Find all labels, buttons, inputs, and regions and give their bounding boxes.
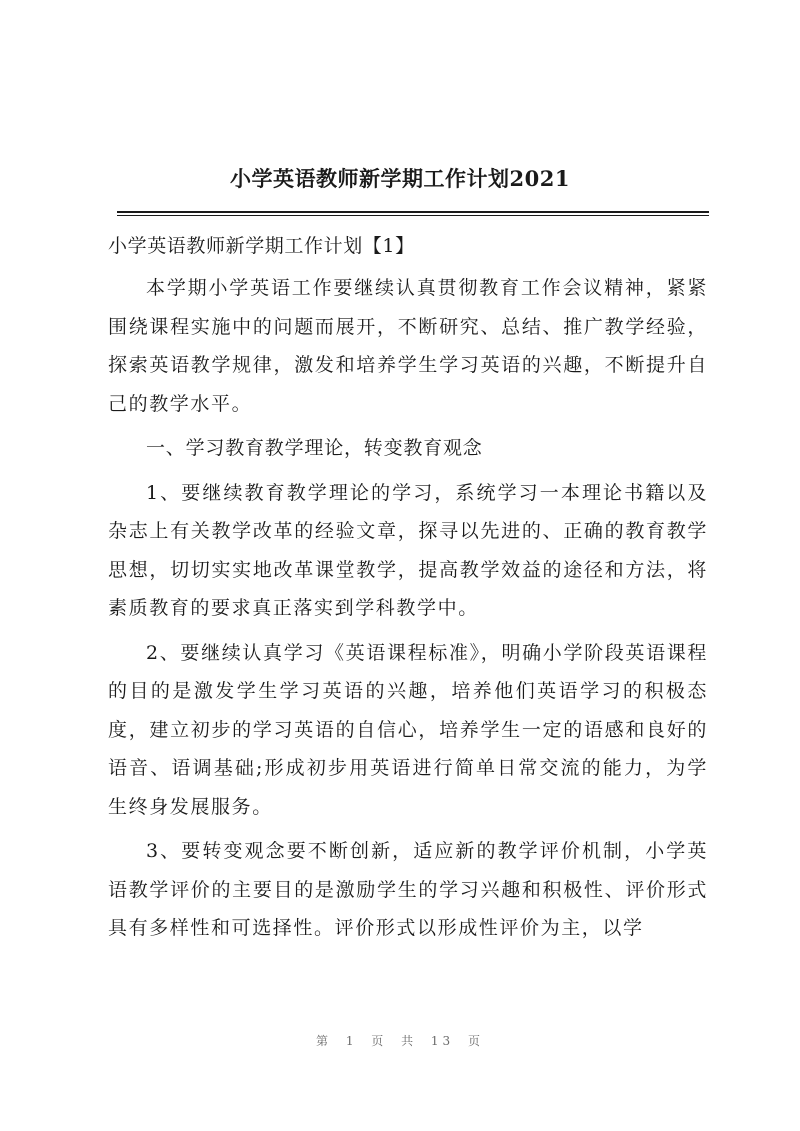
paragraph-item-2: 2、要继续认真学习《英语课程标准》，明确小学阶段英语课程的目的是激发学生学习英语的兴趣，培养他们英语学习的积极态度，建立初步的学习英语的自信心，培养学生一定的语感和良好的语音、语调基础;形成初步用英语进行简单日常交流的能力，为学生终身发展服务。 — [108, 641, 708, 818]
paragraph-item-3: 3、要转变观念要不断创新，适应新的教学评价机制，小学英语教学评价的主要目的是激励学生的学习兴趣和积极性、评价形式具有多样性和可选择性。评价形式以形成性评价为主，以学 — [108, 840, 708, 939]
paragraph-item-1: 1、要继续教育教学理论的学习，系统学习一本理论书籍以及杂志上有关教学改革的经验文章，探寻以先进的、正确的教育教学思想，切切实实地改革课堂教学，提高教学效益的途径和方法，将素质教育的要求真正落实到学科教学中。 — [108, 481, 708, 619]
title-divider-thick — [117, 211, 709, 213]
section-heading-1: 一、学习教育教学理论，转变教育观念 — [146, 437, 483, 459]
title-divider-thin — [117, 215, 709, 216]
document-title: 小学英语教师新学期工作计划2021 — [230, 166, 570, 191]
page-number-footer: 第 1 页 共 13 页 — [316, 1034, 484, 1048]
section-subtitle: 小学英语教师新学期工作计划【1】 — [108, 235, 415, 257]
document-body — [108, 229, 708, 954]
paragraph-intro: 本学期小学英语工作要继续认真贯彻教育工作会议精神，紧紧围绕课程实施中的问题而展开，不断研究、总结、推广教学经验，探索英语教学规律，激发和培养学生学习英语的兴趣，不断提升自己的教学水平。 — [108, 277, 708, 415]
